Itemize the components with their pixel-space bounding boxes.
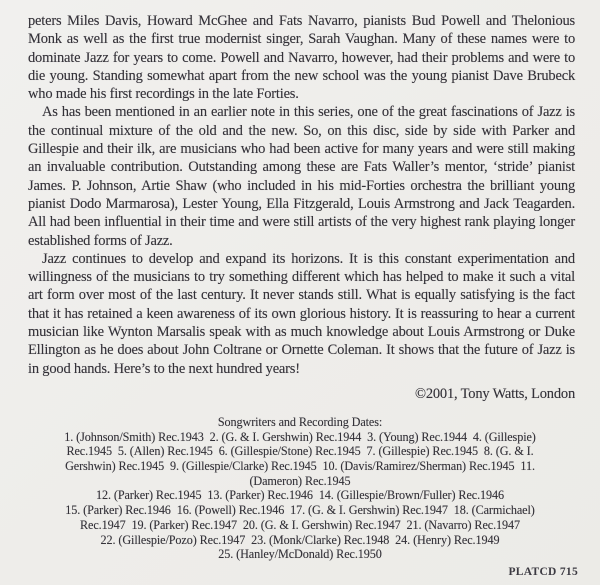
songwriters-line-4: (Dameron) Rec.1945 <box>249 473 351 488</box>
songwriters-section <box>0 415 600 562</box>
songwriters-line-8: 22. (Gillespie/Pozo) Rec.1947 23. (Monk/Clarke) Rec.1948 24. (Henry) Rec.1949 <box>100 532 500 547</box>
songwriters-line-6: 15. (Parker) Rec.1946 16. (Powell) Rec.1946 17. (G. & I. Gershwin) Rec.1947 18. (Carmichael) <box>65 503 535 518</box>
songwriters-line-5: 12. (Parker) Rec.1945 13. (Parker) Rec.1946 14. (Gillespie/Brown/Fuller) Rec.1946 <box>95 488 504 503</box>
songwriters-line-7: Rec.1947 19. (Parker) Rec.1947 20. (G. & I. Gershwin) Rec.1947 21. (Navarro) Rec.1947 <box>80 517 520 532</box>
songwriters-line-3: Gershwin) Rec.1945 9. (Gillespie/Clarke) Rec.1945 10. (Davis/Ramirez/Sherman) Rec.1945 11. <box>65 459 535 474</box>
songwriters-line-9: 25. (Hanley/McDonald) Rec.1950 <box>218 547 382 562</box>
songwriters-line-1: 1. (Johnson/Smith) Rec.1943 2. (G. & I. Gershwin) Rec.1944 3. (Young) Rec.1944 4. (Gillespie) <box>64 429 536 444</box>
copyright-credit: ©2001, Tony Watts, London <box>415 385 575 402</box>
body-paragraph-3: Jazz continues to develop and expand its horizons. It is this constant experimentation and willingness of the musicians to try something different which has helped to make it such a vital art form over most of the last century. It never stands still. What is equally satisfying is the fact that it has retained a keen awareness of its own glorious history. It is reassuring to hear a current musician like Wynton Marsalis speak with as much knowledge about Louis Armstrong or Duke Ellington as he does about John Coltrane or Ornette Coleman. It shows that the future of Jazz is in good hands. Here’s to the next hundred years! <box>28 250 575 377</box>
songwriters-line-2: Rec.1945 5. (Allen) Rec.1945 6. (Gillespie/Stone) Rec.1945 7. (Gillespie) Rec.1945 8. (G. & I. <box>66 444 534 459</box>
catalog-number: PLATCD 715 <box>508 565 578 578</box>
body-paragraph-1: peters Miles Davis, Howard McGhee and Fats Navarro, pianists Bud Powell and Thelonious Monk as well as the first true modernist singer, Sarah Vaughan. Many of these names were to dominate Jazz for years to come. Powell and Navarro, however, had their problems and were to die young. Standing somewhat apart from the new school was the young pianist Dave Brubeck who made his first recordings in the late Forties. <box>28 13 575 103</box>
songwriters-heading: Songwriters and Recording Dates: <box>217 414 383 429</box>
body-paragraph-2: As has been mentioned in an earlier note in this series, one of the great fascinations of Jazz is the continual mixture of the old and the new. So, on this disc, side by side with Parker and Gillespie and their ilk, are musicians who had been active for many years and were still making an invaluable contribution. Outstanding among these are Fats Waller’s mentor, ‘stride’ pianist James. P. Johnson, Artie Shaw (who included in his mid-Forties orchestra the brilliant young pianist Dodo Marmarosa), Lester Young, Ella Fitzgerald, Louis Armstrong and Jack Teagarden. All had been influential in their time and were still artists of the very highest rank playing longer established forms of Jazz. <box>28 104 575 249</box>
